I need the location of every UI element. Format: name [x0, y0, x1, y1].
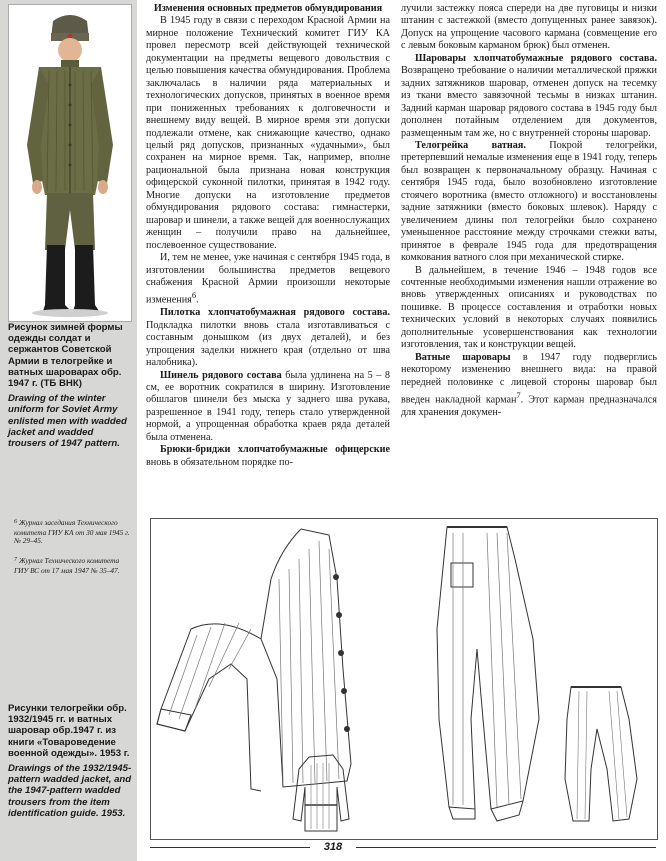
sidebar: [0, 0, 137, 861]
footnote-ref: 7: [516, 390, 521, 401]
small-trousers-drawing: [565, 687, 637, 821]
jacket-drawing: [157, 529, 351, 791]
paragraph-text: И, тем не менее, уже начиная с сентября 1945 года, в изготовлении большинства предметов вещевого снабжения Красной Армии произошли некоторые изменения: [146, 252, 390, 306]
paragraph: [401, 352, 657, 420]
paragraph: [146, 444, 390, 469]
footnote-7: [14, 557, 134, 575]
paragraph-text: вновь в обязательном порядке по-: [146, 456, 293, 468]
footer-rule-left: [150, 847, 310, 848]
caption-ru: Рисунок зимней формы одежды солдат и сержантов Советской Армии в телогрейке и ватных шароварах обр. 1947 г. (ТБ ВНК): [8, 322, 123, 390]
paragraph: [146, 370, 390, 445]
run-in-heading: Шинель рядового состава: [160, 369, 282, 381]
run-in-heading: Брюки-бриджи хлопчатобумажные офицерские: [160, 444, 390, 456]
paragraph: И, тем не менее, уже начиная с сентября 1945 года, в изготовлении большинства предметов вещевого снабжения Красной Армии произошли некоторые изменения$^6$.: [146, 252, 390, 306]
footnote-text: Журнал заседания Технического комитета ГИУ КА от 30 мая 1945 г. № 29–45.: [14, 518, 130, 546]
caption-ru: Рисунки телогрейки обр. 1932/1945 гг. и ватных шаровар обр.1947 г. из книги «Товароведение военной одежды». 1953 г.: [8, 703, 130, 759]
trousers-drawing: [437, 527, 539, 821]
illustration-caption: [8, 322, 132, 449]
caption-en: Drawing of the winter uniform for Soviet Army enlisted men with wadded jacket and wadded trousers of 1947 pattern.: [8, 393, 127, 450]
section-title: Изменения основных предметов обмундирования: [153, 3, 383, 14]
footnote-number: 6: [14, 519, 17, 525]
soldier-illustration: [8, 4, 132, 322]
footnote-ref: 6: [191, 290, 197, 301]
run-in-heading: Ватные шаровары: [415, 351, 511, 363]
page-number: 318: [323, 841, 343, 853]
caption-en: Drawings of the 1932/1945-pattern wadded jacket, and the 1947-pattern wadded trousers from the item identification guide. 1953.: [8, 763, 132, 819]
text-column-right: [401, 3, 657, 419]
text-column-left: [146, 3, 390, 469]
paragraph-text: в 1947 году подверглись некоторому изменению внешнего вида: на правой передней половинке с лицевой стороны шаровар был введен накладной карман: [401, 351, 657, 406]
run-in-heading: Телогрейка ватная.: [415, 139, 526, 151]
figure-caption: [8, 703, 132, 819]
jacket-back-drawing: [293, 755, 349, 831]
paragraph-text: . Этот карман предназначался для хранения докумен-: [401, 394, 657, 418]
paragraph: [146, 307, 390, 369]
paragraph: лучили застежку пояса спереди на две пуговицы и низки штанин с застежкой (вместо допущенных ранее завязок). Допуск на упрощение часового кармана (совмещение его с левым боковым карманом брюк) был отменен.: [401, 3, 657, 52]
paragraph: [401, 140, 657, 265]
footnote-text: Журнал Технического комитета ГИУ ВС от 17 мая 1947 № 35–47.: [14, 556, 120, 575]
paragraph: В дальнейшем, в течение 1946 – 1948 годов все сочтенные необходимыми изменения нашли отражение во вновь утвержденных описаниях и руководствах по пошивке. В процессе составления и отработки новых технических условий в некоторых случаях появились дополнительные усовершенствования как технологии изготовления, так и конструкции вещей.: [401, 264, 657, 351]
paragraph-text: Возвращено требование о наличии металлической пряжки задних затяжников шаровар, отменен допуск на тесемку из ткани вместо завязочной тесьмы в низках штанин. Задний карман шаровар рядового состава в 1945 году был дополнен потайным отделением для документов, размещенным там же, но с внутренней стороны шаровар.: [401, 65, 657, 139]
run-in-heading: Пилотка хлопчатобумажная рядового состава.: [160, 307, 390, 319]
paragraph-text: Подкладка пилотки вновь стала изготавливаться с составным донышком (из двух деталей), и без упрощения заделки нижнего края (отдельно от шва налобника).: [146, 319, 390, 369]
garment-drawings: [150, 518, 658, 840]
paragraph-text: Покрой телогрейки, претерпевший немалые изменения еще в 1941 году, теперь был возвращен к первоначальному образцу. Начиная с сентября 1945 года, было возобновлено изготовление стоячего воротника (вместо отложного) и восстановлены задние затяжники (вместо боковых шлевок). Наряду с увеличением длины пол телогрейки было сохранено уменьшенное расстояние между строчками стежки ваты, принятое в феврале 1945 года для предотвращения комкования ватного слоя при механической стирке.: [401, 139, 657, 264]
run-in-heading: Шаровары хлопчатобумажные рядового состава.: [415, 52, 657, 64]
footnote-number: 7: [14, 557, 17, 563]
footer-rule-right: [356, 847, 656, 848]
footnote-6: [14, 519, 134, 546]
paragraph-text: была удлинена на 5 – 8 см, ее воротник сократился в ширину. Изготовление обшлагов шинели без мыска у заднего шва рукава, разрешенное в 1941 году, теперь стало утвержденной нормой, а упрощенная обработка краев ряда деталей была отменена.: [146, 369, 390, 443]
paragraph: [401, 53, 657, 140]
paragraph: В 1945 году в связи с переходом Красной Армии на мирное положение Технический комитет ГИУ КА провел пересмотр всей действующей технической документации на предметы вещевого довольствия с целью повышения качества обмундирования. Проблема заключалась в наличии ряда материальных и технологических допусков, принятых в военное время при пониженных требованиях к долговечности и внешнему виду вещей. В мирное время эти допуски подлежали отмене, как снижающие качество, однако целый ряд допусков, признанных «удачными», был сохранен на мирное время. Так, например, вполне рациональной была признана новая конструкция офицерской суконной пилотки, принятая в 1942 году. Многие допуски на изготовление предметов обмундирования рядового состава: гимнастерки, шаровар и шинели, а также вещей для военнослужащих женщин – получили право на дальнейшее, послевоенное существование.: [146, 15, 390, 251]
